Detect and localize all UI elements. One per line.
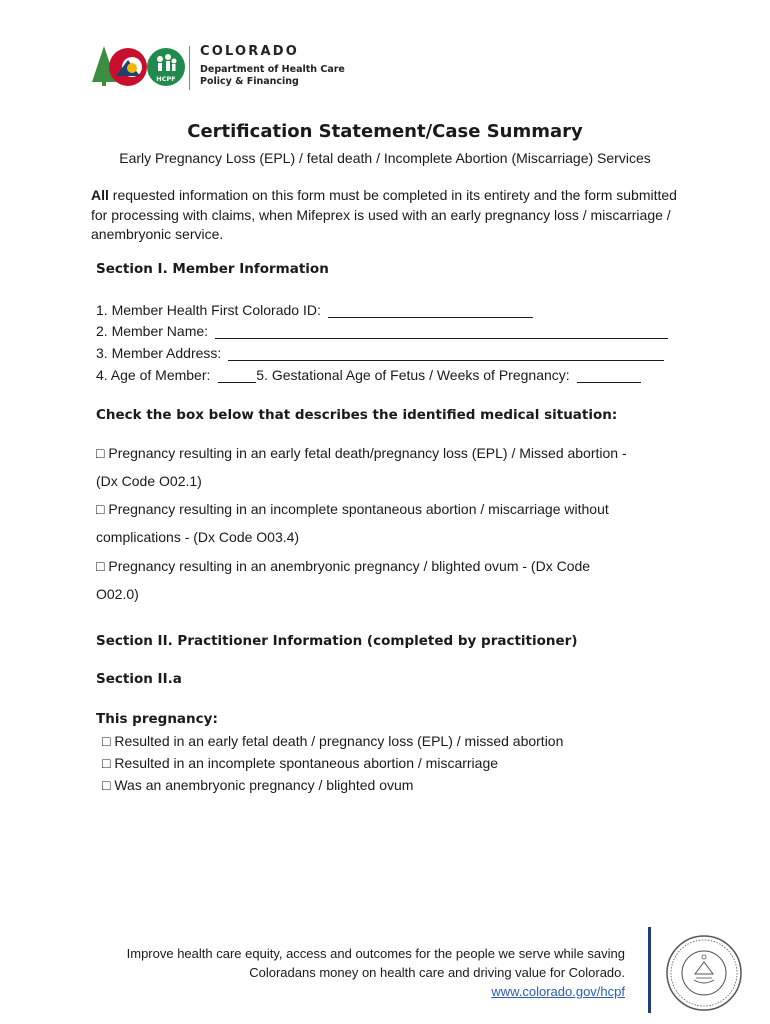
state-seal-icon	[665, 934, 743, 1012]
pregnancy-option-1	[102, 733, 563, 749]
intro-text: requested information on this form must be completed in its entirety and the form submitted for processing with claims, when Mifeprex is used with an early pregnancy loss / miscarriage / anembryonic service.	[91, 187, 677, 242]
pregnancy-option-2-text: Resulted in an incomplete spontaneous abortion / miscarriage	[114, 755, 499, 771]
dept-line-1: Department of Health Care	[200, 64, 345, 75]
member-id-field[interactable]	[328, 303, 533, 318]
dept-line-2: Policy & Financing	[200, 76, 299, 87]
situation-option-2	[96, 501, 609, 517]
section-1-heading: Section I. Member Information	[96, 261, 329, 277]
member-address-field[interactable]	[228, 346, 664, 361]
member-id-label: 1. Member Health First Colorado ID:	[96, 302, 321, 318]
footer-link[interactable]: www.colorado.gov/hcpf	[491, 984, 625, 999]
option-3-dx: O02.0)	[96, 586, 139, 602]
member-name-row	[96, 323, 668, 339]
gestational-age-label: 5. Gestational Age of Fetus / Weeks of Pregnancy:	[256, 367, 570, 383]
page-title: Certification Statement/Case Summary	[187, 121, 583, 142]
section-2-heading: Section II. Practitioner Information (completed by practitioner)	[96, 633, 578, 649]
member-name-field[interactable]	[215, 324, 668, 339]
option-1-text: Pregnancy resulting in an early fetal death/pregnancy loss (EPL) / Missed abortion -	[108, 445, 627, 461]
pregnancy-option-2-checkbox[interactable]: □	[102, 755, 111, 771]
option-2-text: Pregnancy resulting in an incomplete spontaneous abortion / miscarriage without	[108, 501, 609, 517]
age-gestation-row	[96, 367, 641, 383]
pregnancy-option-2	[102, 755, 498, 771]
pregnancy-option-1-text: Resulted in an early fetal death / pregnancy loss (EPL) / missed abortion	[114, 733, 564, 749]
option-2-checkbox[interactable]: □	[96, 501, 105, 517]
page-subtitle: Early Pregnancy Loss (EPL) / fetal death / Incomplete Abortion (Miscarriage) Services	[119, 150, 651, 166]
check-heading: Check the box below that describes the identified medical situation:	[96, 407, 618, 423]
intro-paragraph	[91, 186, 681, 245]
org-name: COLORADO	[200, 44, 299, 59]
pregnancy-option-3-checkbox[interactable]: □	[102, 777, 111, 793]
pregnancy-option-3	[102, 777, 413, 793]
header-logo	[90, 42, 450, 92]
pregnancy-option-1-checkbox[interactable]: □	[102, 733, 111, 749]
option-3-checkbox[interactable]: □	[96, 558, 105, 574]
colorado-logo-icon	[90, 42, 188, 92]
footer-text	[127, 944, 625, 1001]
hcpf-badge-text: HCPF	[156, 75, 176, 83]
footer-divider	[648, 927, 651, 1013]
member-name-label: 2. Member Name:	[96, 323, 209, 339]
section-2a-heading: Section II.a	[96, 671, 182, 687]
intro-bold: All	[91, 187, 109, 203]
member-age-field[interactable]	[218, 368, 256, 383]
option-3-text: Pregnancy resulting in an anembryonic pregnancy / blighted ovum - (Dx Code	[108, 558, 591, 574]
logo-divider	[189, 46, 190, 90]
this-pregnancy-label: This pregnancy:	[96, 711, 218, 727]
dept-name	[200, 64, 345, 88]
option-1-dx: (Dx Code O02.1)	[96, 473, 202, 489]
situation-option-1	[96, 445, 627, 461]
footer-line-1: Improve health care equity, access and outcomes for the people we serve while saving	[126, 946, 625, 961]
footer-line-2: Coloradans money on health care and driving value for Colorado.	[249, 965, 625, 980]
member-address-row	[96, 345, 664, 361]
gestational-age-field[interactable]	[577, 368, 641, 383]
member-age-label: 4. Age of Member:	[96, 367, 211, 383]
situation-option-3	[96, 558, 590, 574]
member-id-row	[96, 302, 533, 318]
option-1-checkbox[interactable]: □	[96, 445, 105, 461]
member-address-label: 3. Member Address:	[96, 345, 222, 361]
pregnancy-option-3-text: Was an anembryonic pregnancy / blighted ovum	[114, 777, 414, 793]
option-2-dx: complications - (Dx Code O03.4)	[96, 529, 300, 545]
